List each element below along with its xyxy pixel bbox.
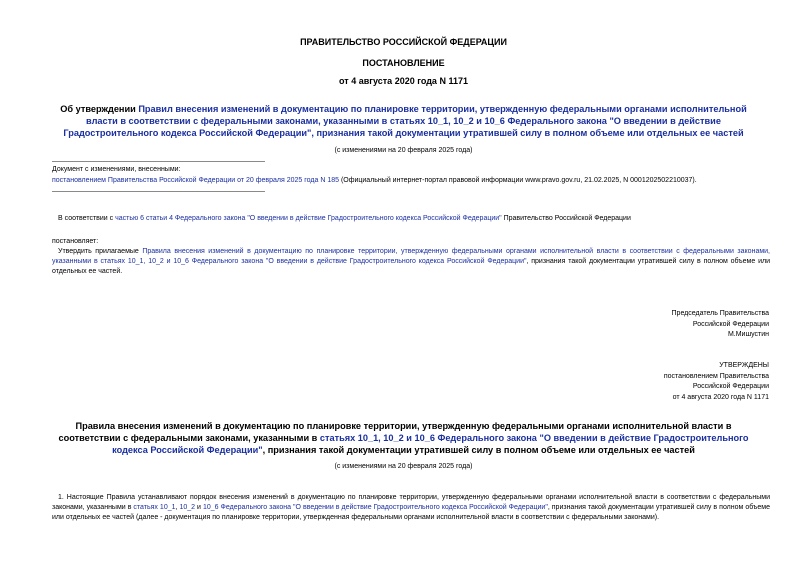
document-type: ПОСТАНОВЛЕНИЕ <box>362 58 445 68</box>
signature-name: М.Мишустин <box>727 331 769 338</box>
approved-block <box>664 361 769 403</box>
amendment-link[interactable]: постановлением Правительства Российской Федерации от 20 февраля 2025 года N 185 <box>52 177 339 184</box>
basis-law-link[interactable]: частью 6 статьи 4 Федерального закона "О введении в действие Градостроительного кодекса Российской Федерации" <box>115 215 502 222</box>
approved-line1: постановлением Правительства <box>663 372 769 380</box>
signature-position: Председатель Правительства <box>671 310 769 317</box>
decree-prefix: Утвердить прилагаемые <box>58 248 143 255</box>
rules-title-part2: , признания такой документации утратившей силу в полном объеме или отдельных ее частей <box>262 445 695 455</box>
divider-bottom <box>52 191 265 192</box>
basis-suffix: Правительство Российской Федерации <box>501 215 631 222</box>
clause1-link-10-2[interactable]: 10_2 <box>179 504 196 511</box>
rules-title <box>44 420 763 456</box>
signature-org: Российской Федерации <box>692 320 769 328</box>
clause1-link-10-6[interactable]: 10_6 Федерального закона "О введении в действие Градостроительного кодекса Российской Федерации" <box>202 504 548 511</box>
approved-line2: Российской Федерации <box>692 383 769 390</box>
basis-prefix: В соответствии с <box>58 215 116 222</box>
title-rules-link[interactable]: Правил внесения изменений в документацию по планировке территории, утвержденную федеральными органами исполнительной власти в соответствии с федеральными законами, указанными в статьях 10_1, 10_2 и 10_6 Федерального закона "О введении в действие Градостроительного кодекса Российской Федерации", признания такой документации утратившей силу в полном объеме или отдельных ее частей <box>63 104 747 138</box>
decree-suffix: , признания такой документации утратившей силу в полном объеме или отдельных ее частей. <box>52 258 771 275</box>
divider-top <box>52 161 265 162</box>
rules-title-part1: Правила внесения изменений в документацию по планировке территории, утвержденную федеральными органами исполнительной власти в соответствии с федеральными законами, указанными в <box>58 421 732 443</box>
clause1-text2: , признания такой документации утратившей силу в полном объеме или отдельных ее частей (далее - документация по планировке территории, утвержденная федеральными органами исполнительной власти в соответствии с федеральными законами). <box>52 504 770 521</box>
document-date-number: от 4 августа 2020 года N 1171 <box>339 76 468 86</box>
clause1-text1: 1. Настоящие Правила устанавливают порядок внесения изменений в документацию по планировке территории, утвержденную федеральными органами исполнительной власти в соответствии с федеральными законами, указанными в <box>52 494 770 511</box>
changes-label: Документ с изменениями, внесенными: <box>52 166 181 173</box>
rules-edition-note: (с изменениями на 20 февраля 2025 года) <box>334 463 473 470</box>
decree-word: постановляет: <box>52 238 99 245</box>
amendment-source: (Официальный интернет-портал правовой информации www.pravo.gov.ru, 21.02.2025, N 0001202502210037). <box>339 177 697 184</box>
decree-paragraph <box>52 247 770 277</box>
approved-line3: от 4 августа 2020 года N 1171 <box>672 393 769 401</box>
title-prefix: Об утверждении <box>60 104 139 114</box>
basis-paragraph <box>52 214 782 224</box>
clause1-link-10-1[interactable]: статьях 10_1 <box>133 504 176 511</box>
approved-word: УТВЕРЖДЕНЫ <box>719 362 769 369</box>
rules-title-law-link[interactable]: статьях 10_1, 10_2 и 10_6 Федерального закона "О введении в действие Градостроительного кодекса Российской Федерации" <box>112 433 749 455</box>
government-heading: ПРАВИТЕЛЬСТВО РОССИЙСКОЙ ФЕДЕРАЦИИ <box>300 37 507 47</box>
signature-block <box>672 309 769 341</box>
clause-1 <box>52 493 770 523</box>
changes-line <box>52 176 792 186</box>
clause1-sep2: и <box>195 504 203 511</box>
decree-rules-link[interactable]: Правила внесения изменений в документацию по планировке территории, утвержденную федеральными органами исполнительной власти в соответствии с федеральными законами, указанными в статьях 10_1, 10_2 и 10_6 Федерального закона "О введении в действие Градостроительного кодекса Российской Федерации" <box>52 248 770 265</box>
document-title <box>44 103 763 139</box>
clause1-sep1: , <box>175 504 180 511</box>
edition-note: (с изменениями на 20 февраля 2025 года) <box>334 147 473 154</box>
